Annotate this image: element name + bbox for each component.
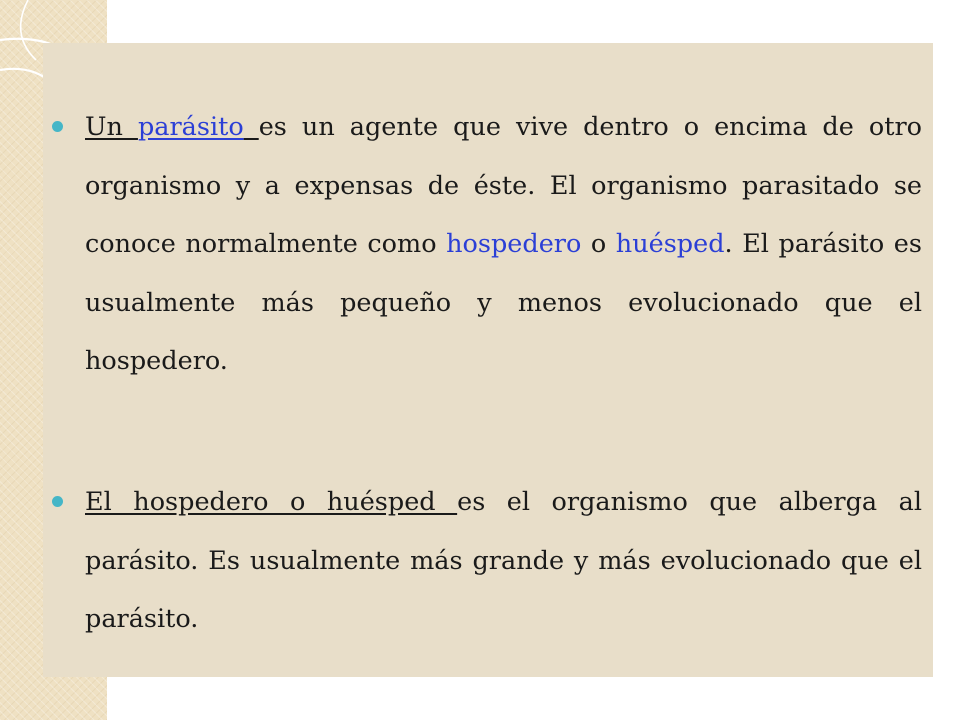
huesped-term: huésped <box>615 229 725 259</box>
bullet-item-parasito <box>85 98 922 391</box>
underlined-space <box>244 112 259 142</box>
definition-text: es el organismo que alberga al parásito. Es usualmente más grande y más evolucionado que el parásito. <box>85 487 922 634</box>
definition-text: es un agente que vive dentro o encima de otro organismo y a expensas de éste. El organismo parasitado se conoce normalmente como <box>85 112 922 259</box>
closing-text: . El parásito es usualmente más pequeño y menos evolucionado que el hospedero. <box>85 229 922 376</box>
bullet-item-hospedero <box>85 473 922 649</box>
bullet-dot <box>52 121 63 132</box>
parasito-link[interactable]: parásito <box>137 112 244 142</box>
underlined-term: El hospedero o huésped <box>85 487 458 517</box>
bullet-dot <box>52 496 63 507</box>
underlined-lead-text: Un <box>85 112 138 142</box>
hospedero-term: hospedero <box>446 229 582 259</box>
connector-text: o <box>581 229 616 259</box>
